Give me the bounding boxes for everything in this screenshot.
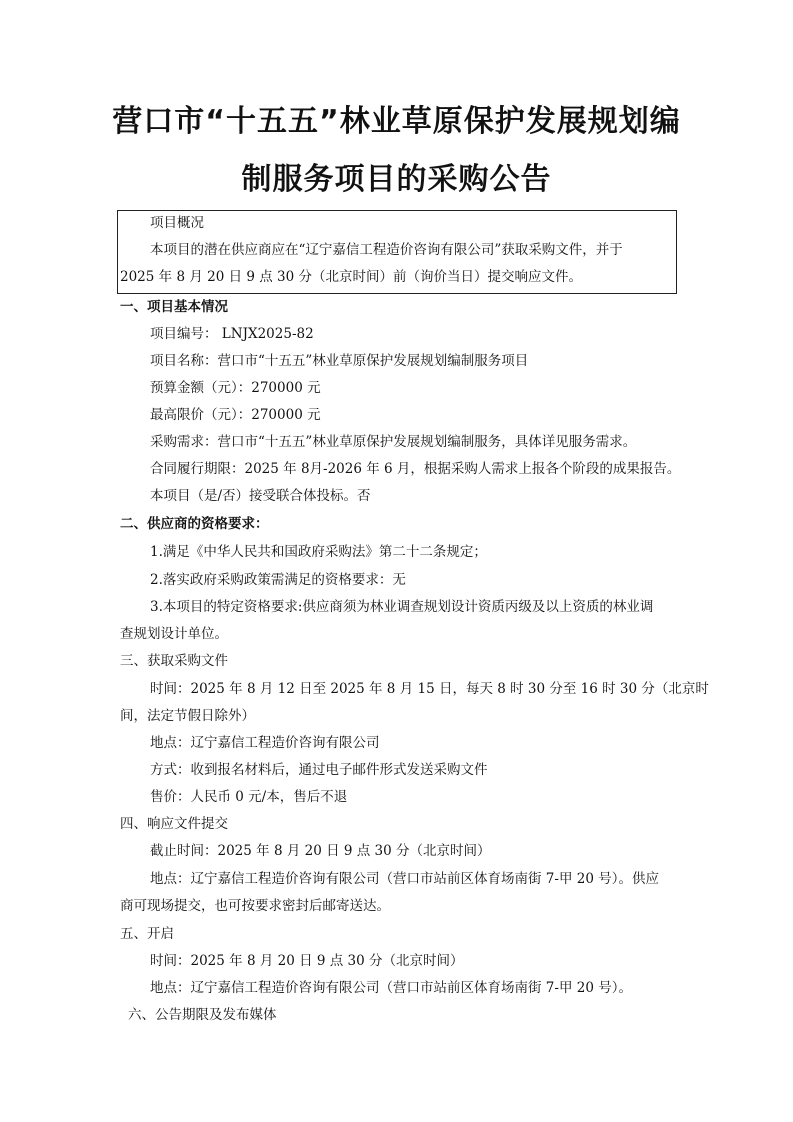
contract-period: 合同履行期限：2025 年 8月-2026 年 6 月，根据采购人需求上报各个阶段的成果报告。 xyxy=(150,461,681,477)
qualification-item-1: 1.满足《中华人民共和国政府采购法》第二十二条规定； xyxy=(150,544,487,560)
acquire-time-line-2: 间，法定节假日除外） xyxy=(120,708,255,724)
submission-place-line-1: 地点：辽宁嘉信工程造价咨询有限公司（营口市站前区体育场南街 7-甲 20 号）。供应 xyxy=(150,871,659,887)
qualification-item-3-line-1: 3.本项目的特定资格要求:供应商须为林业调查规划设计资质丙级及以上资质的林业调 xyxy=(150,599,654,615)
project-number: 项目编号： LNJX2025-82 xyxy=(150,326,314,342)
document-price: 售价：人民币 0 元/本，售后不退 xyxy=(150,789,348,805)
summary-line-1: 本项目的潜在供应商应在“辽宁嘉信工程造价咨询有限公司”获取采购文件，并于 xyxy=(150,242,623,258)
summary-heading: 项目概况 xyxy=(150,215,204,231)
consortium-acceptance: 本项目（是/否）接受联合体投标。否 xyxy=(150,488,371,504)
section1-heading: 一、项目基本情况 xyxy=(120,299,228,315)
qualification-item-2: 2.落实政府采购政策需满足的资格要求：无 xyxy=(150,572,406,588)
opening-place: 地点：辽宁嘉信工程造价咨询有限公司（营口市站前区体育场南街 7-甲 20 号）。 xyxy=(150,980,632,996)
section5-heading: 五、开启 xyxy=(120,926,174,942)
submission-place-line-2: 商可现场提交，也可按要求密封后邮寄送达。 xyxy=(120,898,390,914)
document-title-line2: 制服务项目的采购公告 xyxy=(241,162,552,197)
acquire-place: 地点：辽宁嘉信工程造价咨询有限公司 xyxy=(150,735,380,751)
section6-heading: 六、公告期限及发布媒体 xyxy=(128,1007,277,1023)
project-name: 项目名称：营口市“十五五”林业草原保护发展规划编制服务项目 xyxy=(150,353,529,369)
max-price: 最高限价（元）：270000 元 xyxy=(150,407,321,423)
acquire-time-line-1: 时间：2025 年 8 月 12 日至 2025 年 8 月 15 日，每天 8 时 30 分至 16 时 30 分（北京时 xyxy=(150,681,709,697)
procurement-demand: 采购需求：营口市“十五五”林业草原保护发展规划编制服务，具体详见服务需求。 xyxy=(150,434,637,450)
budget-amount: 预算金额（元）：270000 元 xyxy=(150,380,321,396)
qualification-item-3-line-2: 查规划设计单位。 xyxy=(120,626,228,642)
section2-heading: 二、供应商的资格要求： xyxy=(120,516,269,532)
summary-line-2: 2025 年 8 月 20 日 9 点 30 分（北京时间）前（询价当日）提交响应文件。 xyxy=(120,269,583,285)
document-title-line1: 营口市“十五五”林业草原保护发展规划编 xyxy=(112,104,681,139)
opening-time: 时间：2025 年 8 月 20 日 9 点 30 分（北京时间） xyxy=(150,953,464,969)
acquire-method: 方式：收到报名材料后，通过电子邮件形式发送采购文件 xyxy=(150,762,488,778)
section4-heading: 四、响应文件提交 xyxy=(120,816,228,832)
submission-deadline: 截止时间：2025 年 8 月 20 日 9 点 30 分（北京时间） xyxy=(150,843,491,859)
section3-heading: 三、获取采购文件 xyxy=(120,653,228,669)
